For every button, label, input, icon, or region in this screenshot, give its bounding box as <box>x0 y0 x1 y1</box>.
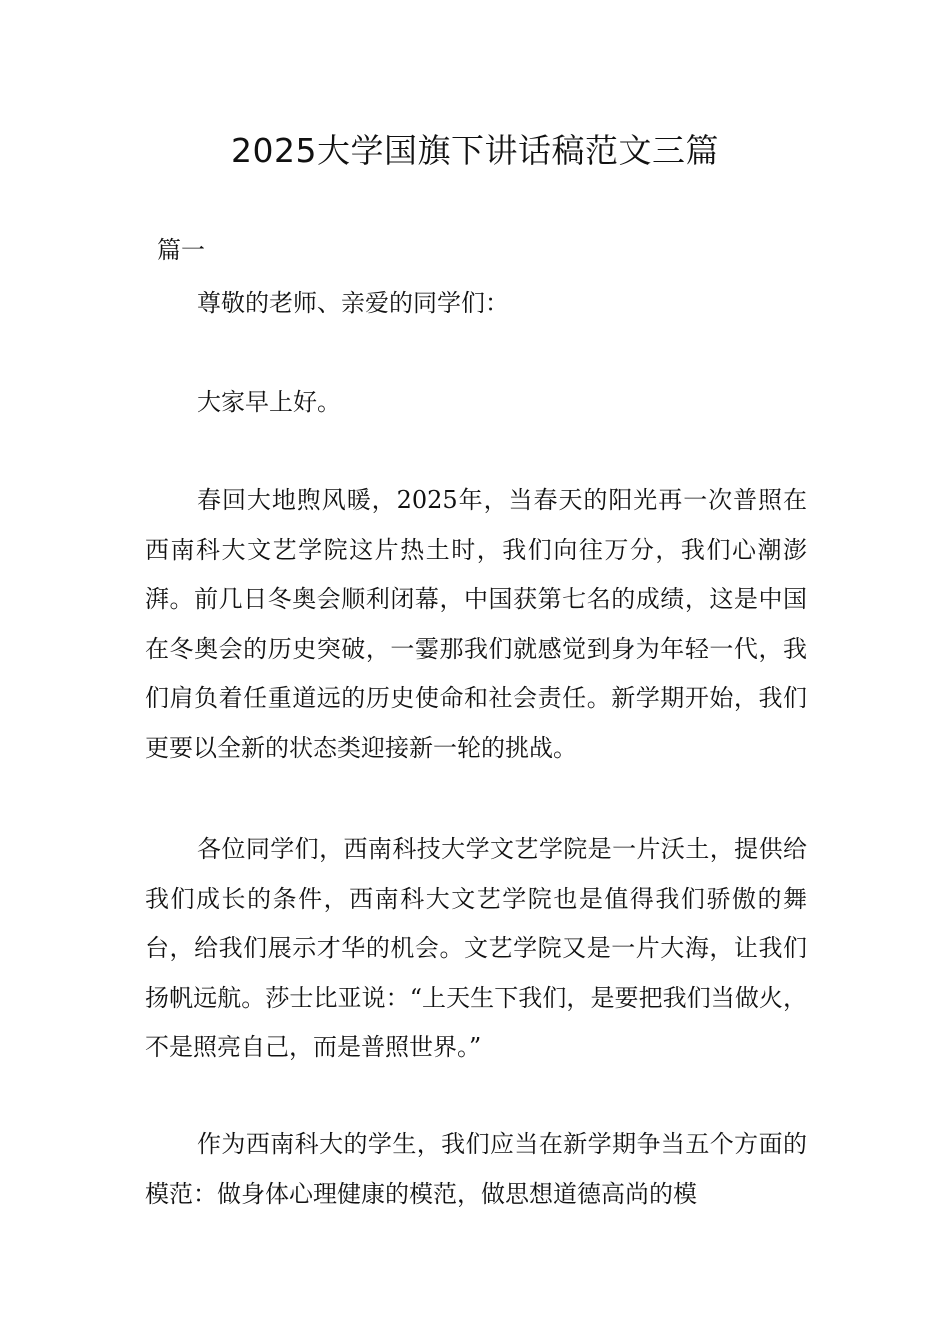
paragraph-2: 各位同学们，西南科技大学文艺学院是一片沃土，提供给我们成长的条件，西南科大文艺学院也是值得我们骄傲的舞台，给我们展示才华的机会。文艺学院又是一片大海，让我们扬帆远航。莎士比亚说：“上天生下我们，是要把我们当做火，不是照亮自己，而是普照世界。” <box>145 835 807 1061</box>
page-title: 2025大学国旗下讲话稿范文三篇 <box>231 131 719 170</box>
paragraph-1: 春回大地煦风暖，2025年，当春天的阳光再一次普照在西南科大文艺学院这片热土时，我们向往万分，我们心潮澎湃。前几日冬奥会顺利闭幕，中国获第七名的成绩，这是中国在冬奥会的历史突破，一霎那我们就感觉到身为年轻一代，我们肩负着任重道远的历史使命和社会责任。新学期开始，我们更要以全新的状态类迎接新一轮的挑战。 <box>145 486 807 762</box>
greeting: 大家早上好。 <box>197 388 341 416</box>
paragraph-3: 作为西南科大的学生，我们应当在新学期争当五个方面的模范：做身体心理健康的模范，做思想道德高尚的模 <box>145 1130 807 1208</box>
salutation: 尊敬的老师、亲爱的同学们： <box>197 289 509 317</box>
section-label: 篇一 <box>157 236 205 264</box>
